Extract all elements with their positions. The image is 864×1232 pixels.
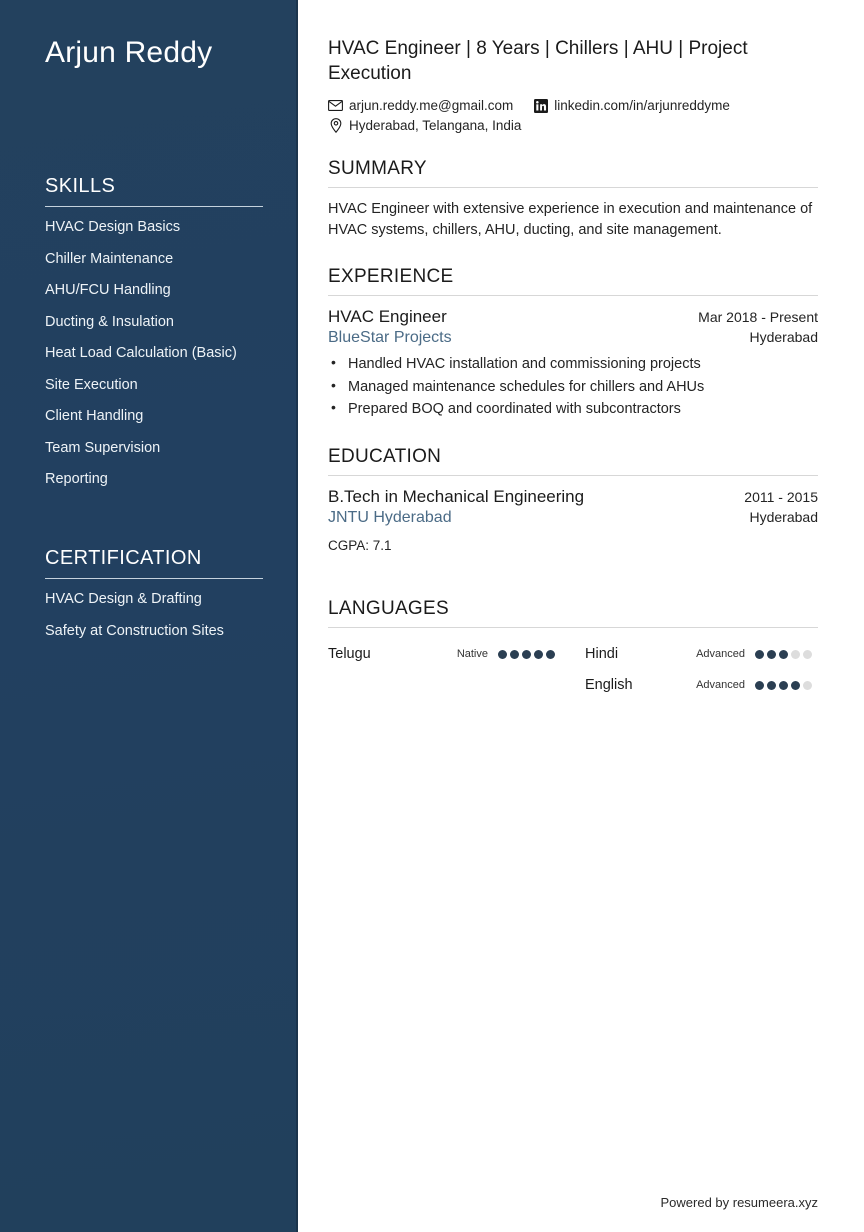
section-divider <box>328 475 818 476</box>
rating-dot-empty <box>803 650 812 659</box>
experience-title-row <box>328 307 818 327</box>
certification-item: Safety at Construction Sites <box>45 622 224 639</box>
skill-item: Ducting & Insulation <box>45 313 174 330</box>
language-row <box>585 639 818 670</box>
section-heading-languages: LANGUAGES <box>328 597 449 619</box>
education-detail: CGPA: 7.1 <box>328 537 392 553</box>
envelope-icon <box>328 98 343 113</box>
section-divider <box>328 295 818 296</box>
education-degree-row <box>328 487 818 507</box>
footer-credit: Powered by resumeera.xyz <box>660 1195 818 1210</box>
sidebar-heading-divider <box>45 206 263 207</box>
map-pin-icon <box>328 118 343 133</box>
experience-job-title: HVAC Engineer <box>328 306 447 326</box>
experience-entry <box>328 307 818 421</box>
language-row <box>585 670 818 701</box>
education-dates: 2011 - 2015 <box>744 488 818 505</box>
sidebar <box>0 0 298 1232</box>
languages-column-left <box>328 639 561 701</box>
language-name: English <box>585 677 633 694</box>
languages-grid <box>328 639 818 701</box>
sidebar-section-heading: SKILLS <box>45 175 116 197</box>
language-name: Hindi <box>585 646 619 663</box>
linkedin-icon <box>533 98 548 113</box>
language-level: Native <box>456 648 488 661</box>
contact-email[interactable] <box>328 98 513 113</box>
section-education <box>328 447 818 553</box>
rating-dot-empty <box>791 650 800 659</box>
section-heading-summary: SUMMARY <box>328 158 427 180</box>
language-rating-dots <box>755 681 818 690</box>
certification-list <box>45 592 263 638</box>
language-level: Advanced <box>696 679 745 692</box>
section-heading-education: EDUCATION <box>328 445 442 467</box>
certification-item: HVAC Design & Drafting <box>45 591 202 607</box>
rating-dot-filled <box>791 681 800 690</box>
education-degree: B.Tech in Mechanical Engineering <box>328 486 585 506</box>
education-school: JNTU Hyderabad <box>328 508 452 526</box>
headline: HVAC Engineer | 8 Years | Chillers | AHU | Project Execution <box>328 38 748 85</box>
contact-row-primary <box>328 98 818 113</box>
language-rating-dots <box>755 650 818 659</box>
sidebar-section-skills <box>45 175 263 487</box>
rating-dot-filled <box>546 650 555 659</box>
rating-dot-filled <box>534 650 543 659</box>
skill-item: Heat Load Calculation (Basic) <box>45 345 237 361</box>
main-content <box>298 0 864 1232</box>
experience-bullet: • Managed maintenance schedules for chillers and AHUs <box>328 376 818 399</box>
section-heading-experience: EXPERIENCE <box>328 266 454 288</box>
rating-dot-empty <box>803 681 812 690</box>
contact-location-text: Hyderabad, Telangana, India <box>349 117 522 133</box>
contact-linkedin[interactable] <box>533 98 730 113</box>
rating-dot-filled <box>767 681 776 690</box>
language-rating-dots <box>498 650 561 659</box>
section-divider <box>328 187 818 188</box>
rating-dot-filled <box>755 681 764 690</box>
skills-list <box>45 220 263 487</box>
rating-dot-filled <box>767 650 776 659</box>
rating-dot-filled <box>498 650 507 659</box>
skill-item: AHU/FCU Handling <box>45 282 171 298</box>
skill-item: Team Supervision <box>45 439 161 456</box>
education-school-row <box>328 509 818 527</box>
section-languages <box>328 599 818 701</box>
education-entry <box>328 487 818 553</box>
contact-row-secondary <box>328 118 818 133</box>
language-name: Telugu <box>328 646 371 663</box>
experience-dates: Mar 2018 - Present <box>698 308 818 325</box>
skill-item: Client Handling <box>45 408 144 424</box>
contact-email-text: arjun.reddy.me@gmail.com <box>349 97 514 113</box>
rating-dot-filled <box>779 681 788 690</box>
experience-bullet: • Handled HVAC installation and commissioning projects <box>328 353 818 376</box>
candidate-name: Arjun Reddy <box>45 36 213 69</box>
section-experience <box>328 267 818 421</box>
experience-company-row <box>328 329 818 347</box>
experience-bullet: • Prepared BOQ and coordinated with subcontractors <box>328 398 818 421</box>
sidebar-section-heading: CERTIFICATION <box>45 547 202 569</box>
sidebar-section-certification <box>45 547 263 638</box>
sidebar-heading-divider <box>45 578 263 579</box>
rating-dot-filled <box>779 650 788 659</box>
section-summary <box>328 159 818 241</box>
section-divider <box>328 627 818 628</box>
rating-dot-filled <box>522 650 531 659</box>
skill-item: Site Execution <box>45 376 138 393</box>
contact-linkedin-text: linkedin.com/in/arjunreddyme <box>554 97 730 113</box>
contact-location <box>328 118 521 133</box>
experience-bullets <box>328 353 818 421</box>
education-location: Hyderabad <box>749 508 818 525</box>
experience-location: Hyderabad <box>749 328 818 345</box>
language-level: Advanced <box>696 648 745 661</box>
rating-dot-filled <box>510 650 519 659</box>
skill-item: HVAC Design Basics <box>45 219 181 235</box>
skill-item: Chiller Maintenance <box>45 250 174 267</box>
rating-dot-filled <box>755 650 764 659</box>
skill-item: Reporting <box>45 471 108 487</box>
languages-column-right <box>585 639 818 701</box>
summary-text: HVAC Engineer with extensive experience in execution and maintenance of HVAC systems, chillers, AHU, ducting, and site management. <box>328 201 813 239</box>
language-row <box>328 639 561 670</box>
experience-company: BlueStar Projects <box>328 328 452 346</box>
